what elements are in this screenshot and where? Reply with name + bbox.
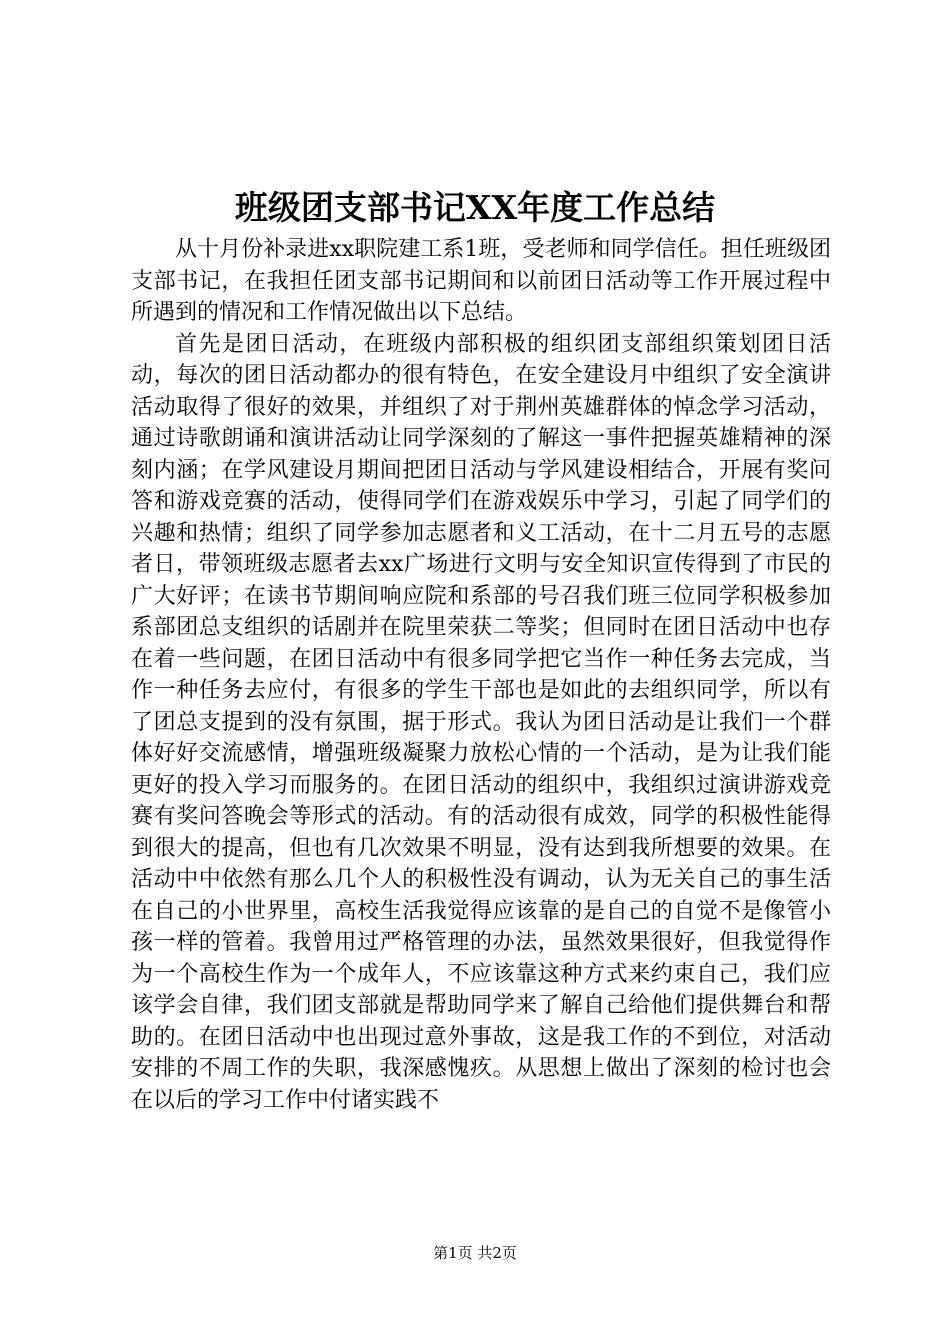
- paragraph-intro: 从十月份补录进xx职院建工系1班，受老师和同学信任。担任班级团支部书记，在我担任团支部书记期间和以前团日活动等工作开展过程中所遇到的情况和工作情况做出以下总结。: [131, 237, 831, 325]
- document-title: 班级团支部书记XX年度工作总结: [234, 188, 716, 227]
- paragraph-activities: 首先是团日活动，在班级内部积极的组织团支部组织策划团日活动，每次的团日活动都办的很有特色，在安全建设月中组织了安全演讲活动取得了很好的效果，并组织了对于荆州英雄群体的悼念学习活动，通过诗歌朗诵和演讲活动让同学深刻的了解这一事件把握英雄精神的深刻内涵；在学风建设月期间把团日活动与学风建设相结合，开展有奖问答和游戏竞赛的活动，使得同学们在游戏娱乐中学习，引起了同学们的兴趣和热情；组织了同学参加志愿者和义工活动，在十二月五号的志愿者日，带领班级志愿者去xx广场进行文明与安全知识宣传得到了市民的广大好评；在读书节期间响应院和系部的号召我们班三位同学积极参加系部团总支组织的话剧并在院里荣获二等奖；但同时在团日活动中也存在着一些问题，在团日活动中有很多同学把它当作一种任务去完成，当作一种任务去应付，有很多的学生干部也是如此的去组织同学，所以有了团总支提到的没有氛围，据于形式。我认为团日活动是让我们一个群体好好交流感情，增强班级凝聚力放松心情的一个活动，是为让我们能更好的投入学习而服务的。在团日活动的组织中，我组织过演讲游戏竞赛有奖问答晚会等形式的活动。有的活动很有成效，同学的积极性能得到很大的提高，但也有几次效果不明显，没有达到我所想要的效果。在活动中中依然有那么几个人的积极性没有调动，认为无关自己的事生活在自己的小世界里，高校生活我觉得应该靠的是自己的自觉不是像管小孩一样的管着。我曾用过严格管理的办法，虽然效果很好，但我觉得作为一个高校生作为一个成年人，不应该靠这种方式来约束自己，我们应该学会自律，我们团支部就是帮助同学来了解自己给他们提供舞台和帮助的。在团日活动中也出现过意外事故，这是我工作的不到位，对活动安排的不周工作的失职，我深感愧疚。从思想上做出了深刻的检讨也会在以后的学习工作中付诸实践不: [131, 331, 831, 1113]
- page-footer: 第1页 共2页: [433, 1244, 517, 1262]
- document-body: [131, 234, 831, 1116]
